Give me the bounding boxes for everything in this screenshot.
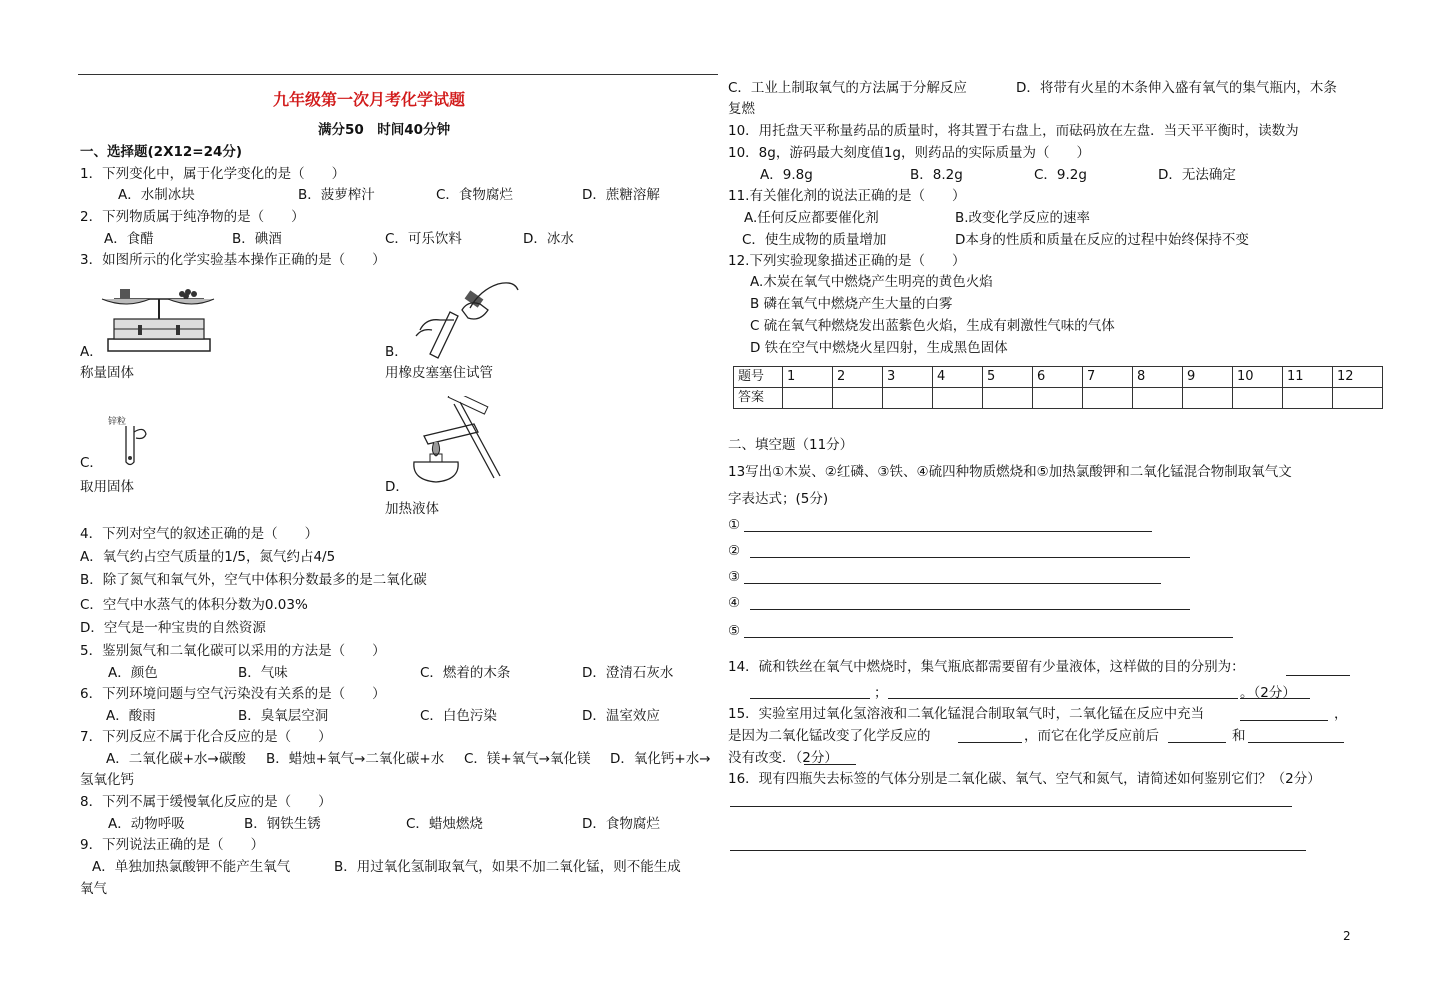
q12-option-d: D 铁在空气中燃烧火星四射，生成黑色固体 [750,340,1008,356]
answer-table-number: 1 [783,367,833,388]
q14-separator: ； [874,685,888,701]
q15-comma: ， [1334,706,1348,722]
q5-option-c: C．燃着的木条 [420,665,511,681]
q11-stem: 11.有关催化剂的说法正确的是（ ） [728,188,966,204]
answer-table-answer-row [734,388,1383,409]
q12-option-b: B 磷在氧气中燃烧产生大量的白雾 [750,296,953,312]
answer-table-number: 9 [1183,367,1233,388]
q13-marker-5: ⑤ [728,623,741,639]
q13-marker-2: ② [728,543,741,559]
q13-marker-3: ③ [728,569,741,585]
answer-table-number: 6 [1033,367,1083,388]
q3-option-b-letter: B． [385,344,408,360]
q4-stem: 4．下列对空气的叙述正确的是（ ） [80,526,319,542]
q13-marker-4: ④ [728,595,741,611]
q10-line2: 10．8g，游码最大刻度值1g，则药品的实际质量为（ ） [728,145,1090,161]
q6-option-d: D．温室效应 [582,708,660,724]
q10-option-d: D．无法确定 [1158,167,1236,183]
answer-table-number: 8 [1133,367,1183,388]
q14-answer-line-b[interactable] [750,698,870,699]
q9-option-d-cont: 复燃 [728,101,755,117]
q10-option-c: C．9.2g [1034,167,1087,183]
q14-answer-line-a[interactable] [1286,675,1350,676]
answer-cell[interactable] [933,388,983,409]
answer-table-number: 2 [833,367,883,388]
q4-option-d: D．空气是一种宝贵的自然资源 [80,620,266,636]
q12-option-c: C 硫在氧气种燃烧发出蓝紫色火焰，生成有刺激性气味的气体 [750,318,1115,334]
q13-answer-line-3[interactable] [744,583,1161,584]
q10-option-a: A．9.8g [760,167,813,183]
zinc-granule-label: 锌粒 [108,417,127,427]
q16-answer-line-1[interactable] [730,806,1292,807]
q3-option-a-letter: A． [80,344,103,360]
q15-part1: 15．实验室用过氧化氢溶液和二氧化锰混合制取氧气时，二氧化锰在反应中充当 [728,706,1205,722]
q9-option-c: C．工业上制取氧气的方法属于分解反应 [728,80,967,96]
q5-option-b: B．气味 [238,665,288,681]
answer-cell[interactable] [1333,388,1383,409]
q2-stem: 2．下列物质属于纯净物的是（ ） [80,209,305,225]
q8-option-a: A．动物呼吸 [108,816,185,832]
q5-option-d: D．澄清石灰水 [582,665,674,681]
q6-option-c: C．白色污染 [420,708,497,724]
q1-option-d: D．蔗糖溶解 [582,187,660,203]
q3-option-d-letter: D． [385,479,409,495]
answer-table-number: 7 [1083,367,1133,388]
header-rule [78,74,718,75]
q1-option-c: C．食物腐烂 [436,187,513,203]
answer-cell[interactable] [1133,388,1183,409]
q3-stem: 3．如图所示的化学实验基本操作正确的是（ ） [80,252,386,268]
page-subtitle: 满分50 时间40分钟 [318,122,451,138]
answer-table-number: 11 [1283,367,1333,388]
q8-stem: 8．下列不属于缓慢氧化反应的是（ ） [80,794,332,810]
q10-option-b: B．8.2g [910,167,963,183]
q2-option-d: D．冰水 [523,231,574,247]
q14-end: 。（2分） [1240,685,1296,701]
test-tube-figure [120,420,150,468]
heating-figure [404,396,514,484]
q11-option-c: C．使生成物的质量增加 [742,232,887,248]
q8-option-b: B．钢铁生锈 [244,816,321,832]
answer-cell[interactable] [1183,388,1233,409]
q9-stem: 9．下列说法正确的是（ ） [80,837,265,853]
q1-stem: 1．下列变化中，属于化学变化的是（ ） [80,166,346,182]
q13-answer-line-1[interactable] [744,531,1152,532]
q3-option-a-caption: 称量固体 [80,365,134,381]
answer-cell[interactable] [1283,388,1333,409]
q7-stem: 7．下列反应不属于化合反应的是（ ） [80,729,332,745]
q6-option-b: B．臭氧层空洞 [238,708,329,724]
q2-option-c: C．可乐饮料 [385,231,462,247]
q7-option-a: A．二氧化碳+水→碳酸 [106,751,246,767]
q7-option-d: D．氧化钙+水→ [610,751,711,767]
page-number: 2 [1343,929,1351,943]
q15-answer-line-3[interactable] [1168,742,1226,743]
q9-option-d: D．将带有火星的木条伸入盛有氧气的集气瓶内，木条 [1016,80,1337,96]
q10-line1: 10．用托盘天平称量药品的质量时，将其置于右盘上，而砝码放在左盘．当天平平衡时，读数为 [728,123,1299,139]
answer-cell[interactable] [983,388,1033,409]
q13-answer-line-4[interactable] [750,609,1190,610]
q13-answer-line-2[interactable] [750,557,1190,558]
q14-line1: 14．硫和铁丝在氧气中燃烧时，集气瓶底都需要留有少量液体，这样做的目的分别为： [728,659,1245,675]
q7-option-b: B．蜡烛+氧气→二氧化碳+水 [266,751,445,767]
q4-option-b: B．除了氮气和氧气外，空气中体积分数最多的是二氧化碳 [80,572,427,588]
balance-figure [100,277,216,355]
answer-cell[interactable] [783,388,833,409]
q2-option-b: B．碘酒 [232,231,282,247]
answer-cell[interactable] [883,388,933,409]
answer-cell[interactable] [1233,388,1283,409]
q15-answer-line-4[interactable] [1248,742,1344,743]
q7-option-c: C．镁+氧气→氧化镁 [464,751,591,767]
q2-option-a: A．食醋 [104,231,154,247]
q15-answer-line-2[interactable] [958,742,1022,743]
answer-table-number: 12 [1333,367,1383,388]
q16-stem: 16．现有四瓶失去标签的气体分别是二氧化碳、氧气、空气和氮气，请简述如何鉴别它们？（2分） [728,771,1321,787]
answer-table [733,366,1383,409]
q12-option-a: A.木炭在氧气中燃烧产生明亮的黄色火焰 [750,274,993,290]
q3-option-d-caption: 加热液体 [385,501,439,517]
q15-and: 和 [1232,728,1246,744]
answer-table-row2-label: 答案 [734,388,783,409]
q15-points-underline [804,764,856,765]
q4-option-c: C．空气中水蒸气的体积分数为0.03% [80,597,308,613]
answer-cell[interactable] [1033,388,1083,409]
answer-table-number: 3 [883,367,933,388]
answer-table-row1-label: 题号 [734,367,783,388]
q6-option-a: A．酸雨 [106,708,156,724]
q3-option-c-caption: 取用固体 [80,479,134,495]
q9-option-b: B．用过氧化氢制取氧气，如果不加二氧化锰，则不能生成 [334,859,681,875]
q3-option-b-caption: 用橡皮塞塞住试管 [385,365,493,381]
q7-option-d-cont: 氢氧化钙 [80,772,134,788]
q11-option-a: A.任何反应都要催化剂 [744,210,879,226]
q1-option-a: A．水制冰块 [118,187,195,203]
answer-table-number: 4 [933,367,983,388]
q8-option-c: C．蜡烛燃烧 [406,816,483,832]
q8-option-d: D．食物腐烂 [582,816,660,832]
q9-option-b-cont: 氧气 [80,881,107,897]
q15-part3: ，而它在化学反应前后 [1024,728,1159,744]
answer-table-number: 5 [983,367,1033,388]
q4-option-a: A．氧气约占空气质量的1/5，氮气约占4/5 [80,549,336,565]
q14-end-underline [1240,698,1310,699]
q1-option-b: B．菠萝榨汁 [298,187,375,203]
q5-stem: 5．鉴别氮气和二氧化碳可以采用的方法是（ ） [80,643,386,659]
q11-option-d: D本身的性质和质量在反应的过程中始终保持不变 [955,232,1249,248]
q3-option-c-letter: C． [80,455,103,471]
answer-table-number: 10 [1233,367,1283,388]
q9-option-a: A．单独加热氯酸钾不能产生氧气 [92,859,291,875]
q15-part4: 没有改变．（2分） [728,750,838,766]
q12-stem: 12.下列实验现象描述正确的是（ ） [728,253,966,269]
q15-answer-line-1[interactable] [1240,720,1328,721]
q15-part2: 是因为二氧化锰改变了化学反应的 [728,728,931,744]
q14-answer-line-c[interactable] [888,698,1238,699]
q16-answer-line-2[interactable] [730,850,1306,851]
q13-marker-1: ① [728,517,741,533]
answer-cell[interactable] [833,388,883,409]
section-1-heading: 一、选择题(2X12=24分) [80,144,243,160]
answer-cell[interactable] [1083,388,1133,409]
q6-stem: 6．下列环境问题与空气污染没有关系的是（ ） [80,686,386,702]
q13-line2: 字表达式；(5分) [728,491,829,507]
answer-table-header-row [734,367,1383,388]
stopper-figure [410,280,522,360]
q13-answer-line-5[interactable] [744,637,1233,638]
section-2-heading: 二、填空题（11分） [728,437,854,453]
q5-option-a: A．颜色 [108,665,158,681]
q13-line1: 13写出①木炭、②红磷、③铁、④硫四种物质燃烧和⑤加热氯酸钾和二氧化锰混合物制取氧气文 [728,464,1292,480]
q11-option-b: B.改变化学反应的速率 [955,210,1091,226]
page-title: 九年级第一次月考化学试题 [273,90,466,109]
